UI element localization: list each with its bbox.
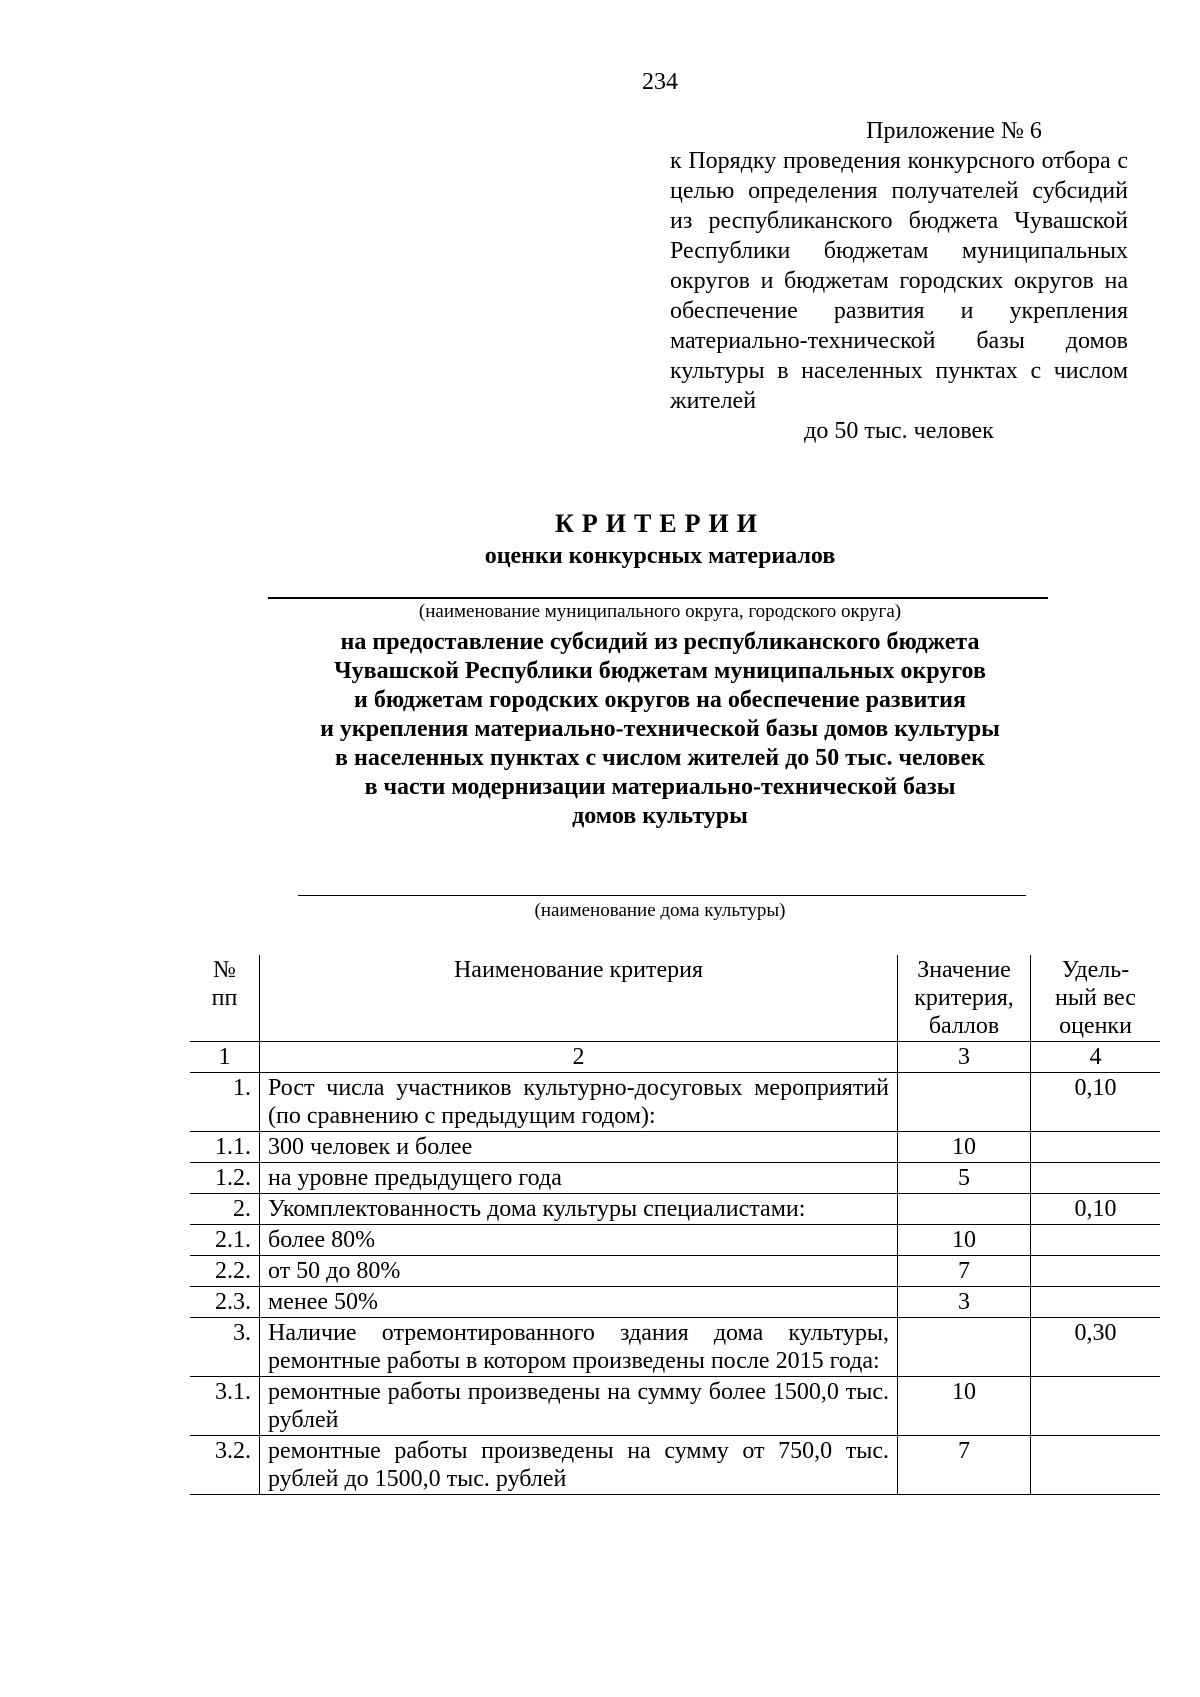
column-number-row <box>190 1042 1160 1073</box>
criterion-name: на уровне предыдущего года <box>260 1163 898 1194</box>
annex-body: к Порядку проведения конкурсного отбора с целью определения получателей субсидий из республиканского бюджета Чувашской Республики бюджетам муниципальных округов и бюджетам городских округов на обеспечение развития и укрепления материально-технической базы домов культуры в населенных пунктах с числом жителей <box>670 148 1128 414</box>
criterion-name: Укомплектованность дома культуры специалистами: <box>260 1194 898 1225</box>
purpose-line: и бюджетам городских округов на обеспечение развития <box>354 687 966 713</box>
criterion-weight <box>1031 1132 1161 1163</box>
column-number: 3 <box>898 1042 1031 1073</box>
table-header-row <box>190 955 1160 1042</box>
criterion-value: 3 <box>898 1287 1031 1318</box>
house-fill-line <box>298 895 1026 896</box>
column-number: 4 <box>1031 1042 1161 1073</box>
purpose-line: на предоставление субсидий из республиканского бюджета <box>340 629 980 655</box>
criterion-name: от 50 до 80% <box>260 1256 898 1287</box>
criterion-weight <box>1031 1225 1161 1256</box>
criterion-number: 2.1. <box>190 1225 260 1256</box>
criterion-weight: 0,30 <box>1031 1318 1161 1377</box>
document-subtitle: оценки конкурсных материалов <box>484 543 836 569</box>
annex-title: Приложение № 6 <box>866 118 1042 144</box>
column-number: 2 <box>260 1042 898 1073</box>
criterion-weight <box>1031 1287 1161 1318</box>
table-row <box>190 1073 1160 1132</box>
criterion-name: более 80% <box>260 1225 898 1256</box>
purpose-line: домов культуры <box>572 803 748 829</box>
header-value-line: баллов <box>928 1013 1000 1039</box>
criterion-number: 1. <box>190 1073 260 1132</box>
header-weight-line: оценки <box>1059 1013 1132 1039</box>
header-name <box>260 955 898 1042</box>
purpose-line: Чувашской Республики бюджетам муниципальных округов <box>334 658 986 684</box>
header-value-line: Значение <box>917 957 1011 983</box>
criterion-weight <box>1031 1163 1161 1194</box>
header-weight <box>1031 955 1161 1042</box>
annex-header <box>670 116 1128 446</box>
criterion-weight: 0,10 <box>1031 1194 1161 1225</box>
criterion-value: 5 <box>898 1163 1031 1194</box>
header-name-line: Наименование критерия <box>453 957 704 983</box>
header-value <box>898 955 1031 1042</box>
criterion-weight <box>1031 1436 1161 1495</box>
purpose-text <box>0 628 1200 831</box>
criterion-name: ремонтные работы произведены на сумму более 1500,0 тыс. рублей <box>260 1377 898 1436</box>
criterion-number: 3.1. <box>190 1377 260 1436</box>
criterion-value: 7 <box>898 1436 1031 1495</box>
table-row <box>190 1318 1160 1377</box>
document-heading <box>0 508 1200 572</box>
municipality-caption: (наименование муниципального округа, городского округа) <box>418 601 902 622</box>
criterion-name: менее 50% <box>260 1287 898 1318</box>
criterion-value: 7 <box>898 1256 1031 1287</box>
header-num <box>190 955 260 1042</box>
purpose-line: в части модернизации материально-технической базы <box>364 774 956 800</box>
criterion-weight <box>1031 1256 1161 1287</box>
criterion-weight <box>1031 1377 1161 1436</box>
criterion-number: 1.2. <box>190 1163 260 1194</box>
page-number: 234 <box>642 69 678 95</box>
table-row <box>190 1163 1160 1194</box>
table-row <box>190 1132 1160 1163</box>
header-num-line: № <box>213 957 236 983</box>
criterion-value: 10 <box>898 1132 1031 1163</box>
purpose-line: в населенных пунктах с числом жителей до 50 тыс. человек <box>335 745 985 771</box>
criterion-number: 3. <box>190 1318 260 1377</box>
criterion-name: 300 человек и более <box>260 1132 898 1163</box>
criterion-number: 2.2. <box>190 1256 260 1287</box>
column-number: 1 <box>190 1042 260 1073</box>
house-caption: (наименование дома культуры) <box>534 900 786 921</box>
document-title: КРИТЕРИИ <box>555 509 765 538</box>
header-weight-line: Удель- <box>1061 957 1130 983</box>
criterion-name: Рост числа участников культурно-досуговых мероприятий (по сравнению с предыдущим годом): <box>260 1073 898 1132</box>
criterion-value <box>898 1073 1031 1132</box>
criterion-name: ремонтные работы произведены на сумму от 750,0 тыс. рублей до 1500,0 тыс. рублей <box>260 1436 898 1495</box>
criterion-name: Наличие отремонтированного здания дома культуры, ремонтные работы в котором произведены после 2015 года: <box>260 1318 898 1377</box>
table-row <box>190 1194 1160 1225</box>
annex-last-line: до 50 тыс. человек <box>804 418 994 444</box>
header-value-line: критерия, <box>914 985 1014 1011</box>
purpose-line: и укрепления материально-технической базы домов культуры <box>320 716 1000 742</box>
municipality-fill-line <box>268 597 1048 599</box>
criterion-number: 1.1. <box>190 1132 260 1163</box>
criterion-number: 2.3. <box>190 1287 260 1318</box>
criterion-number: 3.2. <box>190 1436 260 1495</box>
table-row <box>190 1256 1160 1287</box>
table-row <box>190 1377 1160 1436</box>
table-row <box>190 1225 1160 1256</box>
criterion-value: 10 <box>898 1377 1031 1436</box>
table-row <box>190 1287 1160 1318</box>
criteria-table <box>190 955 1160 1495</box>
table-row <box>190 1436 1160 1495</box>
header-num-line: пп <box>211 985 238 1011</box>
criterion-value <box>898 1194 1031 1225</box>
header-weight-line: ный вес <box>1055 985 1136 1011</box>
criterion-number: 2. <box>190 1194 260 1225</box>
criterion-value: 10 <box>898 1225 1031 1256</box>
criterion-value <box>898 1318 1031 1377</box>
criterion-weight: 0,10 <box>1031 1073 1161 1132</box>
